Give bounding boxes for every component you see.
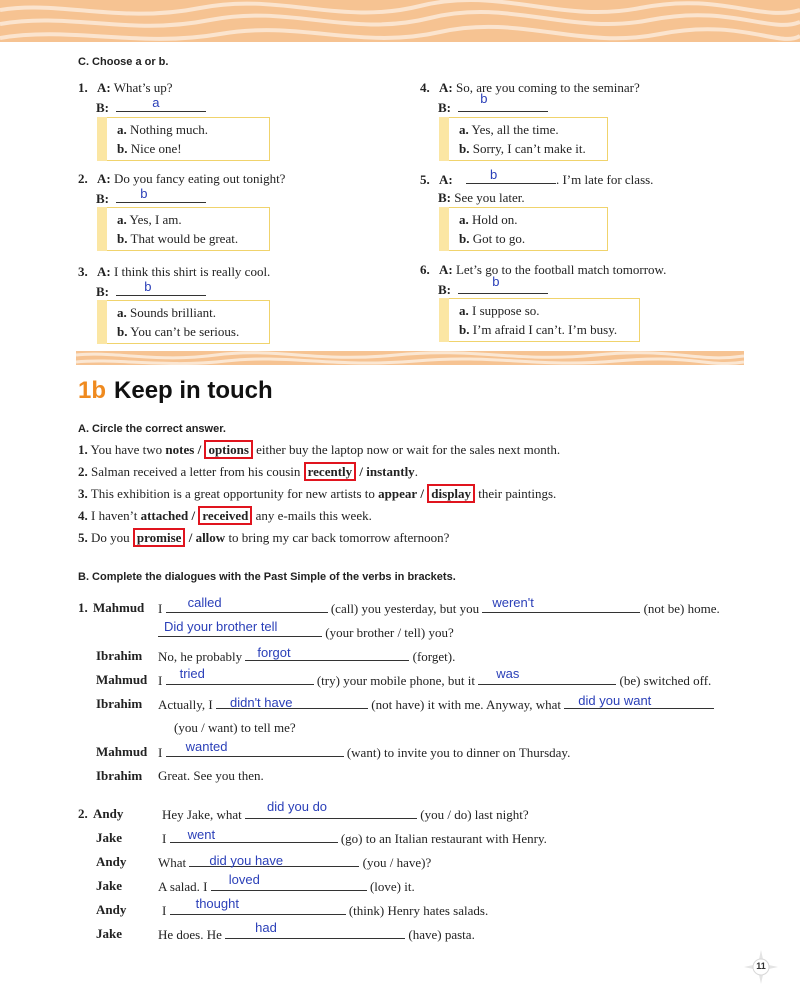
line-text: No, he probably — [158, 649, 243, 664]
option-a: Nothing much. — [130, 122, 208, 137]
speaker-a-label: A: — [97, 264, 111, 279]
choice-option-1-circled[interactable]: promise — [133, 528, 186, 547]
dialogue-line-text — [158, 666, 712, 689]
item-number: 2. — [78, 171, 88, 186]
handwritten-answer: forgot — [257, 645, 291, 660]
lesson-name: Keep in touch — [114, 377, 273, 404]
speaker-name: Mahmud — [93, 600, 145, 615]
item-number: 3. — [78, 264, 88, 279]
speaker-name: Ibrahim — [96, 768, 143, 783]
dialogue-line-text — [162, 799, 529, 823]
question-text: . I’m late for class. — [555, 172, 654, 187]
line-text: (love) it. — [369, 879, 415, 894]
answer-blank[interactable] — [166, 739, 344, 757]
dialogue-line — [96, 926, 122, 942]
answer-blank[interactable] — [482, 595, 640, 613]
lesson-title — [78, 377, 273, 405]
section-c-title: C. Choose a or b. — [78, 56, 169, 68]
answer-blank[interactable] — [170, 827, 338, 843]
answer-blank[interactable] — [189, 854, 359, 867]
option-a: Yes, I am. — [129, 212, 182, 227]
choice-option-1[interactable]: attached — [140, 508, 189, 523]
sentence-start: Salman received a letter from his cousin — [91, 464, 301, 479]
choice-option-1[interactable]: appear — [378, 486, 418, 501]
item-number: 4. — [78, 508, 88, 523]
speaker-name: Ibrahim — [96, 696, 143, 711]
option-a: Yes, all the time. — [471, 122, 559, 137]
page-number: 11 — [756, 961, 766, 971]
options-box: a. Nothing much. b. Nice one! — [106, 117, 270, 161]
dialogue-line-text — [158, 645, 456, 665]
section-a-title: A. Circle the correct answer. — [78, 423, 226, 435]
sentence-end: . — [414, 464, 418, 479]
section-a-item-5 — [78, 530, 449, 546]
line-text: A salad. I — [158, 879, 208, 894]
line-text: (have) pasta. — [408, 927, 475, 942]
dialogue-line-text — [158, 854, 431, 871]
line-text: (want) to invite you to dinner on Thursday. — [346, 745, 571, 760]
handwritten-answer: had — [255, 920, 277, 935]
speaker-name: Andy — [96, 854, 127, 869]
choice-option-1[interactable]: notes — [165, 442, 195, 457]
dialogue-line — [96, 854, 126, 870]
dialogue-line — [96, 672, 147, 688]
speaker-a-label: A: — [439, 80, 453, 95]
line-text: He does. He — [158, 927, 222, 942]
line-text: I — [162, 831, 167, 846]
options-box: a. Yes, I am. b. That would be great. — [106, 207, 270, 251]
answer-blank[interactable] — [216, 696, 368, 709]
answer-blank[interactable] — [458, 274, 548, 294]
sentence-end: to bring my car back tomorrow afternoon? — [228, 530, 450, 545]
choice-separator: / — [420, 486, 425, 501]
sentence-start: This exhibition is a great opportunity for new artists to — [90, 486, 375, 501]
choice-option-2[interactable]: instantly — [366, 464, 415, 479]
item-number: 2. — [78, 464, 88, 479]
handwritten-answer: did you have — [209, 853, 284, 868]
question-text: So, are you coming to the seminar? — [455, 80, 640, 95]
line-text: (try) your mobile phone, but it — [316, 673, 475, 688]
question-text: What’s up? — [113, 80, 173, 95]
line-text: Great. See you then. — [158, 768, 264, 783]
options-box: a. Sounds brilliant. b. You can’t be serious. — [106, 300, 270, 344]
line-text: I — [158, 673, 163, 688]
item-number: 6. — [420, 262, 430, 277]
dialogue-line-text — [158, 920, 475, 943]
sentence-start: I haven’t — [91, 508, 138, 523]
handwritten-answer: b — [480, 91, 488, 106]
sentence-end: any e-mails this week. — [255, 508, 372, 523]
speaker-a-label: A: — [97, 80, 111, 95]
sentence-end: either buy the laptop now or wait for the sales next month. — [256, 442, 561, 457]
dialogue-number: 1. — [78, 600, 88, 615]
dialogue-line-text — [158, 739, 571, 761]
line-text: (forget). — [412, 649, 456, 664]
handwritten-answer: b — [144, 279, 152, 294]
dialogue-line-text — [158, 595, 720, 617]
speaker-name: Jake — [96, 926, 122, 941]
option-a: I suppose so. — [472, 303, 540, 318]
speaker-name: Mahmud — [96, 744, 148, 759]
option-a: Hold on. — [472, 212, 518, 227]
line-text: I — [158, 601, 163, 616]
handwritten-answer: called — [187, 595, 222, 610]
answer-blank[interactable] — [225, 920, 405, 939]
handwritten-answer: did you do — [267, 799, 328, 814]
choice-separator: / — [359, 464, 364, 479]
answer-blank[interactable] — [170, 896, 346, 915]
speaker-a-label: A: — [97, 171, 111, 186]
dialogue-line-text — [162, 827, 547, 847]
line-text: (go) to an Italian restaurant with Henry. — [340, 831, 547, 846]
answer-blank[interactable] — [458, 91, 548, 112]
item-number: 1. — [78, 442, 88, 457]
item-number: 5. — [420, 172, 430, 187]
answer-blank[interactable] — [166, 666, 314, 685]
speaker-b-label: B: — [96, 284, 109, 299]
section-a-item-2 — [78, 464, 418, 480]
section-a-item-1 — [78, 442, 560, 458]
dialogue-line — [96, 744, 147, 760]
dialogue-line-text — [158, 872, 415, 895]
dialogue-number: 2. — [78, 806, 88, 821]
choice-separator: / — [188, 530, 193, 545]
speaker-b-label: B: — [438, 282, 451, 297]
line-text: Actually, I — [158, 697, 213, 712]
options-box: a. Hold on. b. Got to go. — [448, 207, 608, 251]
answer-blank[interactable] — [166, 595, 328, 613]
line-text: (your brother / tell) you? — [325, 625, 454, 640]
dialogue-line-text — [162, 896, 489, 919]
options-box: a. Yes, all the time. b. Sorry, I can’t make it. — [448, 117, 608, 161]
speaker-name: Jake — [96, 830, 122, 845]
section-a-item-4 — [78, 508, 372, 524]
dialogue-line — [96, 768, 142, 784]
dialogue-line — [96, 830, 122, 846]
handwritten-answer: went — [187, 827, 216, 842]
handwritten-answer: a — [152, 95, 160, 110]
section-b-title: B. Complete the dialogues with the Past Simple of the verbs in brackets. — [78, 571, 456, 583]
answer-blank[interactable] — [564, 693, 714, 709]
handwritten-answer: was — [496, 666, 520, 681]
line-text: What — [158, 855, 187, 870]
section-divider — [76, 351, 744, 365]
dialogue-line — [96, 696, 142, 712]
question-text: Do you fancy eating out tonight? — [113, 171, 286, 186]
line-text: (you / have)? — [362, 855, 432, 870]
line-text: Hey Jake, what — [162, 807, 242, 822]
option-b: That would be great. — [130, 231, 239, 246]
sentence-start: You have two — [90, 442, 163, 457]
option-b: Got to go. — [472, 231, 526, 246]
answer-blank[interactable] — [211, 872, 367, 891]
handwritten-answer: Did your brother tell — [164, 619, 278, 634]
handwritten-answer: loved — [228, 872, 260, 887]
dialogue-line-text — [158, 768, 264, 784]
answer-blank[interactable] — [158, 619, 322, 637]
option-b: Sorry, I can’t make it. — [472, 141, 586, 156]
line-text: (you / do) last night? — [420, 807, 529, 822]
section-a-item-3 — [78, 486, 556, 502]
choice-option-2-circled[interactable]: display — [427, 484, 475, 503]
item-number: 4. — [420, 80, 430, 95]
dialogue-line-text — [158, 693, 714, 713]
choice-option-1-circled[interactable]: recently — [304, 462, 357, 481]
speaker-name: Mahmud — [96, 672, 148, 687]
dialogue-line — [96, 648, 142, 664]
item-number: 1. — [78, 80, 88, 95]
handwritten-answer: didn't have — [230, 695, 293, 710]
speaker-a-label: A: — [439, 262, 453, 277]
line-text: I — [158, 745, 163, 760]
answer-blank[interactable] — [245, 645, 409, 661]
dialogue-line — [78, 806, 123, 822]
line-text: (be) switched off. — [619, 673, 712, 688]
line-text: (you / want) to tell me? — [174, 720, 296, 735]
answer-blank[interactable] — [466, 167, 556, 184]
speaker-b-label: B: — [96, 100, 109, 115]
question-text: I think this shirt is really cool. — [113, 264, 271, 279]
line-text: (think) Henry hates salads. — [348, 903, 489, 918]
line-text: (call) you yesterday, but you — [330, 601, 480, 616]
answer-blank[interactable] — [245, 799, 417, 819]
option-b: I’m afraid I can’t. I’m busy. — [472, 322, 618, 337]
choice-option-2-circled[interactable]: received — [198, 506, 252, 525]
sentence-start: Do you — [91, 530, 130, 545]
handwritten-answer: b — [489, 167, 498, 182]
handwritten-answer: wanted — [185, 739, 228, 754]
option-a: Sounds brilliant. — [130, 305, 216, 320]
dialogue-line — [78, 600, 144, 616]
speaker-name: Jake — [96, 878, 122, 893]
choice-option-2[interactable]: allow — [195, 530, 226, 545]
handwritten-answer: weren't — [492, 595, 534, 610]
choice-option-2-circled[interactable]: options — [204, 440, 252, 459]
item-number: 5. — [78, 530, 88, 545]
dialogue-line — [158, 619, 454, 641]
sentence-end: their paintings. — [478, 486, 557, 501]
answer-blank[interactable] — [116, 279, 206, 296]
dialogue-line — [174, 720, 296, 736]
speaker-b-label: B: — [438, 190, 451, 205]
handwritten-answer: tried — [179, 666, 205, 681]
line-text: I — [162, 903, 167, 918]
handwritten-answer: b — [140, 186, 148, 201]
line-text: (not be) home. — [643, 601, 720, 616]
b-response-text: See you later. — [454, 190, 525, 205]
speaker-a-label: A: — [439, 172, 453, 187]
choice-separator: / — [191, 508, 196, 523]
line-text: (not have) it with me. Anyway, what — [371, 697, 562, 712]
option-b: You can’t be serious. — [130, 324, 240, 339]
answer-blank[interactable] — [116, 95, 206, 112]
dialogue-line — [96, 878, 122, 894]
question-text: Let’s go to the football match tomorrow. — [455, 262, 667, 277]
handwritten-answer: thought — [195, 896, 239, 911]
handwritten-answer: b — [492, 274, 500, 289]
dialogue-line — [96, 902, 126, 918]
options-box: a. I suppose so. b. I’m afraid I can’t. I’m busy. — [448, 298, 640, 342]
handwritten-answer: did you want — [578, 693, 652, 708]
speaker-name: Andy — [96, 902, 127, 917]
choice-separator: / — [197, 442, 202, 457]
page-number-badge — [744, 950, 778, 984]
option-b: Nice one! — [130, 141, 182, 156]
item-number: 3. — [78, 486, 88, 501]
lesson-code: 1b — [78, 377, 107, 404]
speaker-name: Andy — [93, 806, 124, 821]
speaker-b-label: B: — [438, 100, 451, 115]
answer-blank[interactable] — [116, 186, 206, 203]
top-decorative-band — [0, 0, 800, 42]
speaker-b-label: B: — [96, 191, 109, 206]
speaker-name: Ibrahim — [96, 648, 143, 663]
answer-blank[interactable] — [478, 666, 616, 685]
